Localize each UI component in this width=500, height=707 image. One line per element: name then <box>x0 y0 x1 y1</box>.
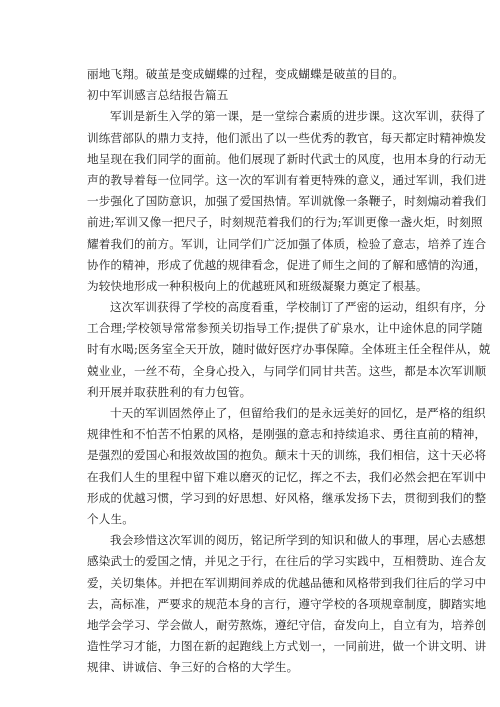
paragraph-line: 造性学习才能，力图在新的起跑线上方式划一，一同前进，做一个讲文明、讲 <box>87 639 487 654</box>
paragraph-1 <box>87 106 487 297</box>
paragraph-line: 工合理;学校领导常常参预关切指导工作;提供了矿泉水，让中途休息的同学随 <box>87 321 483 336</box>
paragraph-line: 是强烈的爱国心和报效故国的抱负。颠末十天的训练，我们相信，这十天必将 <box>87 448 487 463</box>
paragraph-2 <box>87 297 491 403</box>
paragraph-line: 地呈现在我们同学的面前。他们展现了新时代武士的风度，也用本身的行动无 <box>87 151 487 166</box>
paragraph-4 <box>87 530 487 678</box>
paragraph-line: 时有水喝;医务室全天开放，随时做好医疗办事保障。全体班主任全程伴从，兢 <box>87 342 491 357</box>
paragraph-line: 这次军训获得了学校的高度看重，学校制订了严密的运动，组织有序，分 <box>110 300 486 315</box>
paragraph-line: 个人生。 <box>87 511 134 526</box>
paragraph-line: 规律、讲诚信、争三好的合格的大学生。 <box>87 660 299 675</box>
section-title: 初中军训感言总结报告篇五 <box>87 88 229 103</box>
paragraph-line: 为较快地形成一种积极向上的优越班风和班级凝聚力奠定了根基。 <box>87 278 428 293</box>
paragraph-line: 一步强化了国防意识，加强了爱国热情。军训就像一条鞭子，时刻煽动着我们 <box>87 194 487 209</box>
paragraph-line: 耀着我们的前方。军训，让同学们广泛加强了体质，检验了意志，培养了连合 <box>87 236 487 251</box>
paragraph-line: 形成的优越习惯，学习到的好思想、好风格，继承发扬下去，贯彻到我们的整 <box>87 490 487 505</box>
paragraph-line: 利开展并取获胜利的有力包管。 <box>87 384 252 399</box>
paragraph-line: 训练营部队的鼎力支持，他们派出了以一些优秀的教官，每天都定时精神焕发 <box>87 130 487 145</box>
paragraph-3 <box>87 403 487 530</box>
document-body <box>87 64 491 678</box>
paragraph-line: 十天的军训固然停止了，但留给我们的是永远美好的回忆，是严格的组织 <box>110 406 486 420</box>
paragraph-line: 协作的精神，形成了优越的规律看念，促进了师生之间的了解和感情的沟通， <box>87 257 487 272</box>
paragraph-line: 去，高标准，严要求的规范本身的言行，遵守学校的各项规章制度，脚踏实地 <box>87 596 487 611</box>
intro-line: 丽地飞翔。破茧是变成蝴蝶的过程，变成蝴蝶是破茧的目的。 <box>87 67 405 81</box>
paragraph-line: 规律性和不怕苦不怕累的风格，是刚强的意志和持续追求、勇往直前的精神， <box>87 427 487 442</box>
paragraph-line: 军训是新生入学的第一课，是一堂综合素质的进步课。这次军训，获得了 <box>110 109 486 124</box>
paragraph-line: 爱，关切集体。并把在军训期间养成的优越品德和风格带到我们往后的学习中 <box>87 575 487 590</box>
paragraph-line: 在我们人生的里程中留下难以磨灭的记忆，挥之不去，我们必然会把在军训中 <box>87 469 487 484</box>
paragraph-line: 兢业业，一丝不苟，全身心投入，与同学们同甘共苦。这些，都是本次军训顺 <box>87 363 487 378</box>
paragraph-line: 声的教导着每一位同学。这一次的军训有着更特殊的意义，通过军训，我们进 <box>87 172 487 187</box>
paragraph-line: 前进;军训又像一把尺子，时刻规范着我们的行为;军训更像一盏火炬，时刻照 <box>87 215 483 230</box>
paragraph-line: 感染武士的爱国之情，并见之于行，在往后的学习实践中，互相赞助、连合友 <box>87 554 487 569</box>
paragraph-line: 地学会学习、学会做人，耐劳熬炼，遵纪守信，奋发向上，自立有为，培养创 <box>87 617 487 632</box>
paragraph-line: 我会珍惜这次军训的阅历，铭记所学到的知识和做人的事理，居心去感想 <box>110 533 486 548</box>
